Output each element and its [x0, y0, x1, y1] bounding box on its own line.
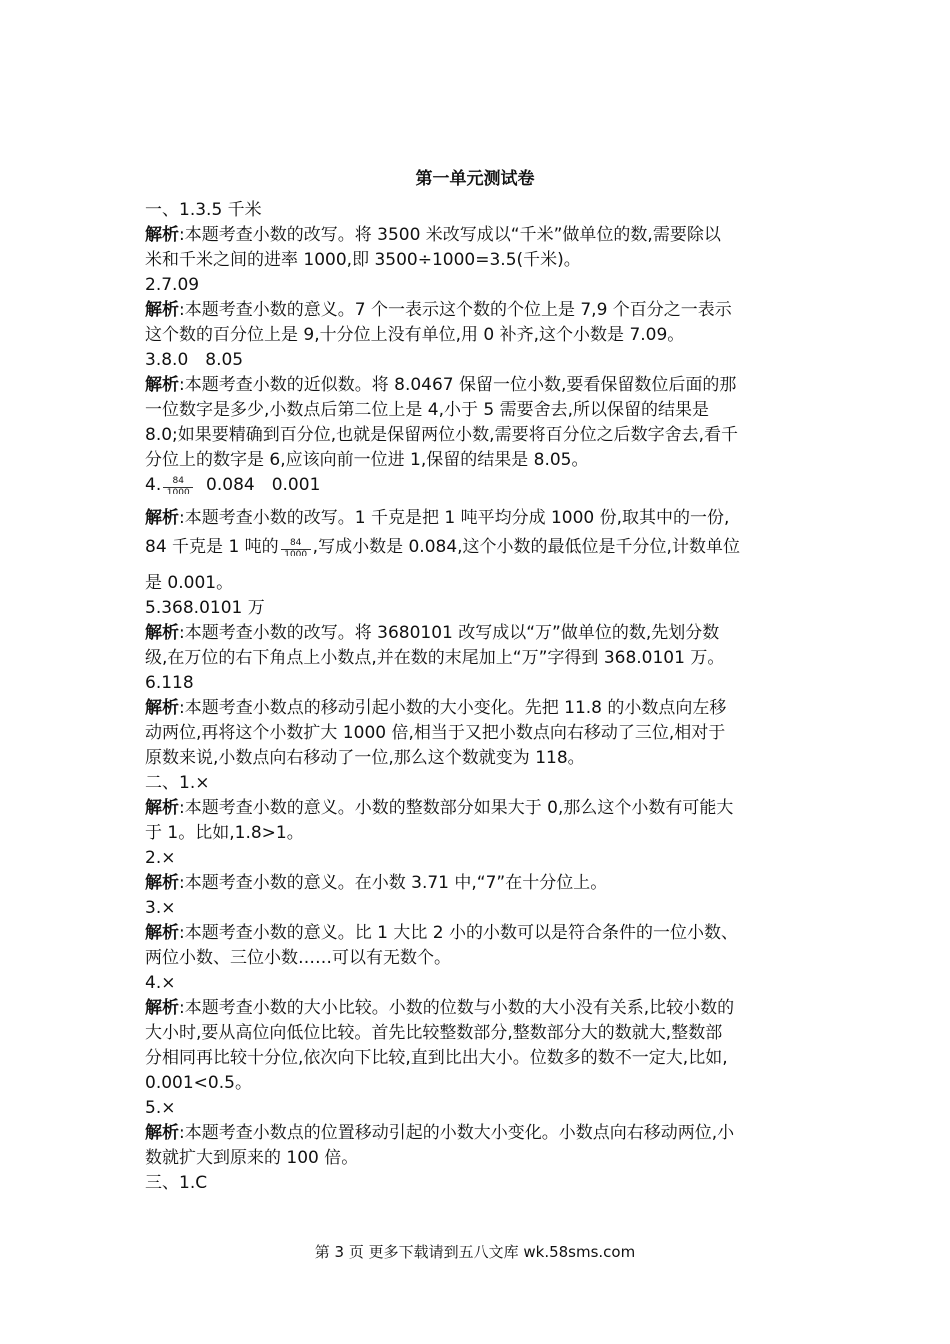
- explanation-line: 解析:本题考查小数的改写。将 3680101 改写成以“万”做单位的数,先划分数: [145, 623, 720, 643]
- explanation-line: 动两位,再将这个小数扩大 1000 倍,相当于又把小数点向右移动了三位,相对于: [145, 723, 726, 743]
- explanation-label: 解析: [145, 225, 179, 245]
- explanation-label: 解析: [145, 1123, 179, 1143]
- explanation-line: 两位小数、三位小数……可以有无数个。: [145, 948, 451, 968]
- explanation-label: 解析: [145, 375, 179, 395]
- page-footer: 第 3 页 更多下载请到五八文库 wk.58sms.com: [314, 1243, 636, 1261]
- question-heading: 4.×: [145, 973, 176, 993]
- question-heading: 3.8.0 8.05: [145, 350, 244, 370]
- question-heading: 4. $\frac{84}{1000}$ 0.084 0.001: [145, 475, 321, 495]
- question-heading: 二、1.×: [145, 773, 210, 793]
- answer-content: [145, 198, 815, 1196]
- page-title: 第一单元测试卷: [415, 169, 535, 189]
- explanation-label: 解析: [145, 923, 179, 943]
- explanation-line: 解析:本题考查小数的改写。将 3500 米改写成以“千米”做单位的数,需要除以: [145, 225, 721, 245]
- explanation-label: 解析: [145, 873, 179, 893]
- explanation-line: 数就扩大到原来的 100 倍。: [145, 1148, 359, 1168]
- explanation-line: 0.001<0.5。: [145, 1073, 252, 1093]
- fraction: $\frac{84}{1000}$: [163, 476, 193, 494]
- explanation-line: 解析:本题考查小数点的移动引起小数的大小变化。先把 11.8 的小数点向左移: [145, 698, 727, 718]
- explanation-line: 解析:本题考查小数的意义。在小数 3.71 中,“7”在十分位上。: [145, 873, 608, 893]
- explanation-line: 米和千米之间的进率 1000,即 3500÷1000=3.5(千米)。: [145, 250, 581, 270]
- explanation-label: 解析: [145, 698, 179, 718]
- explanation-line: 分位上的数字是 6,应该向前一位进 1,保留的结果是 8.05。: [145, 450, 589, 470]
- explanation-line: 解析:本题考查小数的意义。小数的整数部分如果大于 0,那么这个小数有可能大: [145, 798, 734, 818]
- explanation-label: 解析: [145, 798, 179, 818]
- explanation-line: 一位数字是多少,小数点后第二位上是 4,小于 5 需要舍去,所以保留的结果是: [145, 400, 710, 420]
- explanation-line: 于 1。比如,1.8>1。: [145, 823, 304, 843]
- question-heading: 2.×: [145, 848, 176, 868]
- explanation-line: 84 千克是 1 吨的 $\frac{84}{1000}$ ,写成小数是 0.084,这个小数的最低位是千分位,计数单位: [145, 537, 740, 557]
- explanation-label: 解析: [145, 998, 179, 1018]
- question-heading: 5.368.0101 万: [145, 598, 265, 618]
- explanation-line: 是 0.001。: [145, 573, 234, 593]
- explanation-line: 解析:本题考查小数的改写。1 千克是把 1 吨平均分成 1000 份,取其中的一份,: [145, 508, 730, 528]
- explanation-label: 解析: [145, 623, 179, 643]
- explanation-line: 这个数的百分位上是 9,十分位上没有单位,用 0 补齐,这个小数是 7.09。: [145, 325, 685, 345]
- explanation-line: 大小时,要从高位向低位比较。首先比较整数部分,整数部分大的数就大,整数部: [145, 1023, 723, 1043]
- question-heading: 三、1.C: [145, 1173, 208, 1193]
- explanation-label: 解析: [145, 300, 179, 320]
- explanation-line: 级,在万位的右下角点上小数点,并在数的末尾加上“万”字得到 368.0101 万。: [145, 648, 725, 668]
- explanation-label: 解析: [145, 508, 179, 528]
- explanation-line: 解析:本题考查小数的大小比较。小数的位数与小数的大小没有关系,比较小数的: [145, 998, 735, 1018]
- explanation-line: 原数来说,小数点向右移动了一位,那么这个数就变为 118。: [145, 748, 585, 768]
- explanation-line: 解析:本题考查小数的意义。7 个一表示这个数的个位上是 7,9 个百分之一表示: [145, 300, 732, 320]
- question-heading: 2.7.09: [145, 275, 200, 295]
- explanation-line: 8.0;如果要精确到百分位,也就是保留两位小数,需要将百分位之后数字舍去,看千: [145, 425, 738, 445]
- question-heading: 3.×: [145, 898, 176, 918]
- explanation-line: 解析:本题考查小数的近似数。将 8.0467 保留一位小数,要看保留数位后面的那: [145, 375, 737, 395]
- fraction: $\frac{84}{1000}$: [281, 538, 311, 556]
- question-heading: 一、1.3.5 千米: [145, 200, 262, 220]
- explanation-line: 解析:本题考查小数点的位置移动引起的小数大小变化。小数点向右移动两位,小: [145, 1123, 735, 1143]
- explanation-line: 分相同再比较十分位,依次向下比较,直到比出大小。位数多的数不一定大,比如,: [145, 1048, 728, 1068]
- explanation-line: 解析:本题考查小数的意义。比 1 大比 2 小的小数可以是符合条件的一位小数、: [145, 923, 738, 943]
- question-heading: 5.×: [145, 1098, 176, 1118]
- question-heading: 6.118: [145, 673, 194, 693]
